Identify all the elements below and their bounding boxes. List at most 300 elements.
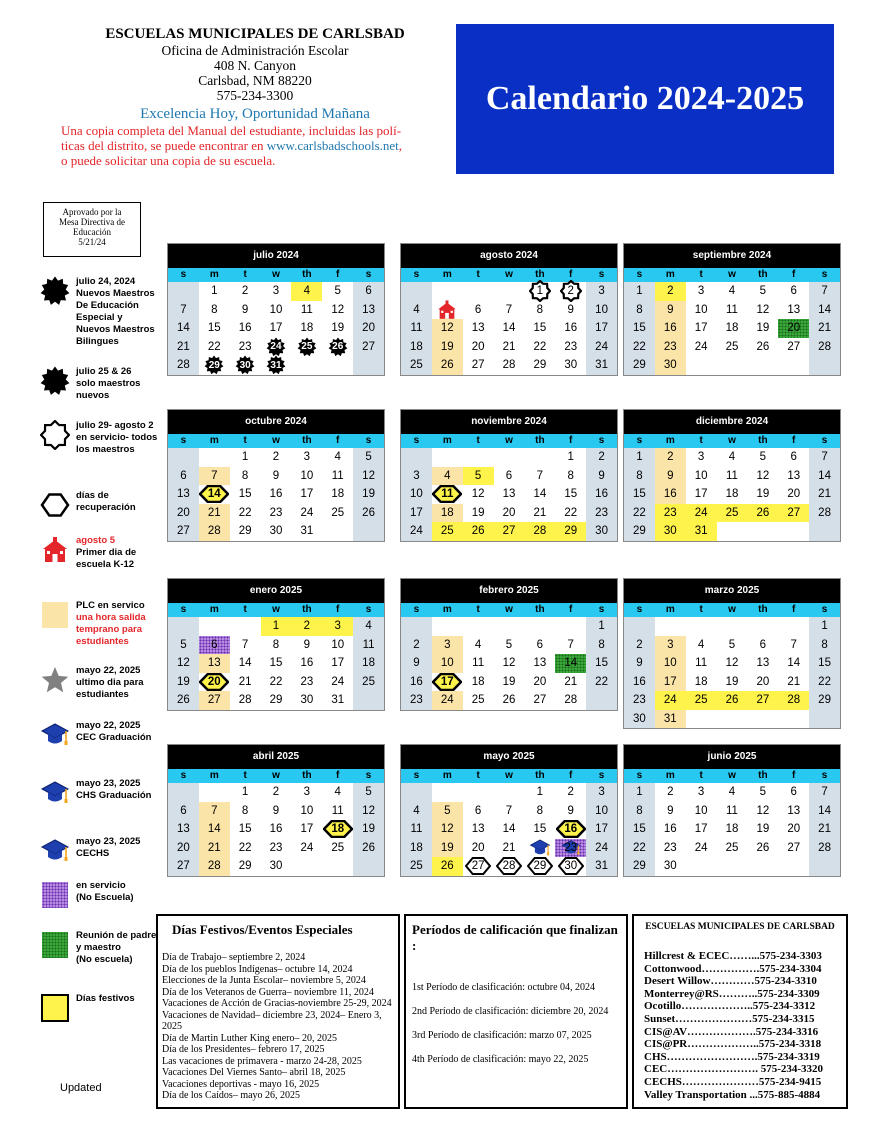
empty-cell bbox=[655, 617, 686, 636]
day-cell bbox=[494, 301, 525, 320]
weekday-label: s bbox=[365, 435, 372, 446]
day-cell bbox=[809, 820, 840, 839]
empty-cell bbox=[717, 617, 748, 636]
month-calendar bbox=[167, 744, 385, 877]
weekday-label: m bbox=[209, 269, 219, 280]
day-cell bbox=[168, 673, 199, 692]
day-cell bbox=[322, 617, 353, 636]
month-title: febrero 2025 bbox=[401, 579, 617, 603]
day-number: 24 bbox=[694, 506, 708, 519]
day-number: 11 bbox=[362, 638, 375, 651]
day-cell bbox=[624, 783, 655, 802]
day-cell bbox=[747, 504, 778, 523]
day-cell bbox=[291, 504, 322, 523]
day-cell bbox=[555, 783, 586, 802]
weekday-label: t bbox=[476, 604, 480, 615]
day-cell bbox=[809, 617, 840, 636]
day-number: 30 bbox=[564, 359, 578, 372]
day-number: 17 bbox=[595, 823, 608, 836]
day-number: 27 bbox=[502, 525, 516, 538]
day-cell bbox=[717, 636, 748, 655]
day-cell bbox=[199, 282, 230, 301]
day-number: 9 bbox=[667, 804, 674, 817]
empty-cell bbox=[494, 783, 525, 802]
weekday-header bbox=[624, 603, 840, 617]
star-black-icon bbox=[40, 276, 70, 306]
day-number: 23 bbox=[564, 340, 578, 353]
day-cell bbox=[778, 485, 809, 504]
day-cell bbox=[168, 338, 199, 357]
day-number: 16 bbox=[269, 488, 283, 501]
day-number: 5 bbox=[759, 285, 767, 298]
day-cell bbox=[401, 802, 432, 821]
day-number: 14 bbox=[502, 823, 516, 836]
day-number: 3 bbox=[272, 285, 280, 298]
day-cell bbox=[586, 356, 617, 375]
day-number: 23 bbox=[663, 340, 677, 353]
day-number: 26 bbox=[756, 506, 770, 519]
day-cell bbox=[291, 467, 322, 486]
day-cell bbox=[401, 636, 432, 655]
day-cell bbox=[555, 691, 586, 710]
day-number: 21 bbox=[818, 488, 831, 501]
day-number: 3 bbox=[303, 451, 311, 464]
day-cell bbox=[432, 691, 463, 710]
day-number: 22 bbox=[633, 340, 646, 353]
day-cell bbox=[655, 820, 686, 839]
day-cell bbox=[624, 802, 655, 821]
day-cell bbox=[291, 691, 322, 710]
day-cell bbox=[291, 448, 322, 467]
day-cell bbox=[230, 857, 261, 876]
holiday-item: Día de los Caídos– mayo 26, 2025 bbox=[162, 1090, 301, 1101]
day-number: 2 bbox=[272, 451, 280, 464]
day-number: 18 bbox=[725, 322, 739, 335]
day-number: 8 bbox=[272, 638, 280, 651]
empty-cell bbox=[555, 617, 586, 636]
day-number: 5 bbox=[365, 786, 372, 799]
weekday-label: t bbox=[476, 435, 480, 446]
day-number: 2 bbox=[667, 786, 674, 799]
day-number: 3 bbox=[413, 469, 420, 482]
weekday-label: s bbox=[180, 770, 187, 781]
empty-cell bbox=[747, 710, 778, 729]
day-number: 27 bbox=[177, 525, 190, 538]
weekday-label: t bbox=[243, 770, 247, 781]
holiday-item: Día de los Presidentes– febrero 17, 2025 bbox=[162, 1044, 325, 1055]
day-number: 26 bbox=[362, 841, 375, 854]
day-cell bbox=[261, 319, 292, 338]
day-number: 26 bbox=[502, 694, 516, 707]
day-cell bbox=[168, 802, 199, 821]
day-cell bbox=[494, 636, 525, 655]
grading-list bbox=[412, 982, 620, 1065]
day-number: 18 bbox=[471, 675, 485, 688]
school-item: CECHS…………………575-234-9415 bbox=[644, 1075, 822, 1088]
day-number: 1 bbox=[636, 451, 643, 464]
day-cell bbox=[291, 522, 322, 541]
day-number: 6 bbox=[180, 469, 187, 482]
day-number: 31 bbox=[300, 525, 314, 538]
day-number: 5 bbox=[759, 451, 767, 464]
empty-cell bbox=[747, 522, 778, 541]
weekday-label: f bbox=[792, 269, 796, 280]
day-number: 7 bbox=[505, 804, 513, 817]
day-cell bbox=[655, 710, 686, 729]
day-number: 23 bbox=[269, 506, 283, 519]
day-number: 16 bbox=[564, 823, 578, 836]
empty-cell bbox=[199, 448, 230, 467]
day-number: 16 bbox=[663, 488, 677, 501]
day-cell bbox=[555, 485, 586, 504]
weekday-header bbox=[168, 268, 384, 282]
day-cell bbox=[778, 802, 809, 821]
day-cell bbox=[230, 691, 261, 710]
day-cell bbox=[586, 839, 617, 858]
day-number: 27 bbox=[177, 860, 190, 873]
day-cell bbox=[401, 839, 432, 858]
day-cell bbox=[555, 857, 586, 876]
day-number: 13 bbox=[471, 823, 485, 836]
day-number: 5 bbox=[728, 638, 736, 651]
day-number: 4 bbox=[334, 451, 341, 464]
day-cell bbox=[686, 783, 717, 802]
day-number: 16 bbox=[633, 675, 646, 688]
day-cell bbox=[401, 356, 432, 375]
day-number: 8 bbox=[636, 303, 643, 316]
day-number: 1 bbox=[636, 786, 643, 799]
day-cell bbox=[586, 467, 617, 486]
empty-cell bbox=[230, 617, 261, 636]
day-cell bbox=[230, 301, 261, 320]
weekday-header bbox=[401, 434, 617, 448]
weekday-label: th bbox=[758, 770, 768, 781]
day-cell bbox=[432, 654, 463, 673]
empty-cell bbox=[432, 282, 463, 301]
day-cell bbox=[524, 522, 555, 541]
day-number: 7 bbox=[567, 638, 574, 651]
day-number: 11 bbox=[726, 469, 738, 482]
day-cell bbox=[524, 802, 555, 821]
day-cell bbox=[291, 338, 322, 357]
day-cell bbox=[778, 448, 809, 467]
day-number: 20 bbox=[177, 506, 190, 519]
day-number: 22 bbox=[533, 340, 547, 353]
day-number: 14 bbox=[818, 469, 831, 482]
day-number: 16 bbox=[595, 488, 608, 501]
day-cell bbox=[432, 857, 463, 876]
empty-cell bbox=[686, 617, 717, 636]
day-number: 13 bbox=[207, 657, 221, 670]
weekday-label: s bbox=[636, 604, 643, 615]
day-number: 4 bbox=[365, 620, 372, 633]
day-cell bbox=[809, 783, 840, 802]
day-cell bbox=[432, 504, 463, 523]
school-item: Cottonwood…………….575-234-3304 bbox=[644, 962, 822, 975]
weekday-label: s bbox=[180, 269, 187, 280]
weekday-label: s bbox=[180, 435, 187, 446]
day-cell bbox=[524, 282, 555, 301]
day-number: 22 bbox=[818, 675, 831, 688]
weekday-label: w bbox=[728, 604, 736, 615]
day-number: 22 bbox=[595, 675, 608, 688]
day-number: 10 bbox=[300, 469, 314, 482]
day-cell bbox=[432, 673, 463, 692]
day-cell bbox=[686, 636, 717, 655]
calendar-banner: Calendario 2024-2025 bbox=[456, 24, 834, 174]
day-number: 23 bbox=[300, 675, 314, 688]
day-cell bbox=[778, 467, 809, 486]
day-number: 10 bbox=[269, 303, 283, 316]
day-number: 8 bbox=[241, 804, 249, 817]
day-cell bbox=[624, 282, 655, 301]
day-cell bbox=[778, 338, 809, 357]
day-cell bbox=[230, 636, 261, 655]
day-cell bbox=[778, 301, 809, 320]
day-number: 16 bbox=[663, 823, 677, 836]
weekday-label: w bbox=[272, 269, 280, 280]
day-number: 18 bbox=[725, 488, 739, 501]
day-number: 12 bbox=[756, 469, 770, 482]
day-cell bbox=[624, 636, 655, 655]
school-item: Valley Transportation ...575-885-4884 bbox=[644, 1088, 821, 1101]
weekday-label: s bbox=[365, 770, 372, 781]
day-number: 10 bbox=[595, 303, 608, 316]
day-cell bbox=[655, 319, 686, 338]
day-number: 28 bbox=[177, 359, 190, 372]
weekday-label: s bbox=[598, 770, 605, 781]
day-cell bbox=[586, 783, 617, 802]
day-cell bbox=[494, 839, 525, 858]
day-number: 2 bbox=[303, 620, 311, 633]
day-cell bbox=[353, 319, 384, 338]
day-cell bbox=[717, 673, 748, 692]
motto: Excelencia Hoy, Oportunidad Mañana bbox=[140, 106, 370, 122]
day-cell bbox=[463, 485, 494, 504]
day-cell bbox=[524, 319, 555, 338]
day-number: 9 bbox=[598, 469, 605, 482]
day-number: 23 bbox=[663, 841, 677, 854]
weekday-header bbox=[624, 268, 840, 282]
day-number: 29 bbox=[564, 525, 578, 538]
day-cell bbox=[230, 282, 261, 301]
day-number: 29 bbox=[818, 694, 831, 707]
day-number: 23 bbox=[633, 694, 646, 707]
weekday-label: t bbox=[699, 435, 703, 446]
day-cell bbox=[717, 802, 748, 821]
day-number: 1 bbox=[567, 451, 574, 464]
weekday-label: s bbox=[636, 770, 643, 781]
day-number: 3 bbox=[303, 786, 311, 799]
day-cell bbox=[555, 448, 586, 467]
day-cell bbox=[432, 485, 463, 504]
day-number: 2 bbox=[667, 285, 674, 298]
day-cell bbox=[747, 301, 778, 320]
day-number: 21 bbox=[207, 841, 221, 854]
day-number: 26 bbox=[756, 841, 770, 854]
empty-cell bbox=[778, 617, 809, 636]
weekday-label: t bbox=[243, 269, 247, 280]
day-cell bbox=[432, 636, 463, 655]
day-cell bbox=[524, 783, 555, 802]
day-number: 1 bbox=[598, 620, 605, 633]
month-title: marzo 2025 bbox=[624, 579, 840, 603]
day-cell bbox=[809, 338, 840, 357]
empty-cell bbox=[686, 356, 717, 375]
day-cell bbox=[686, 691, 717, 710]
day-cell bbox=[624, 654, 655, 673]
day-cell bbox=[586, 857, 617, 876]
day-number: 10 bbox=[595, 804, 608, 817]
weekday-label: s bbox=[413, 604, 420, 615]
day-cell bbox=[686, 319, 717, 338]
day-cell bbox=[230, 522, 261, 541]
schools-list bbox=[644, 950, 836, 1101]
empty-cell bbox=[463, 282, 494, 301]
day-number: 19 bbox=[756, 488, 770, 501]
day-cell bbox=[353, 839, 384, 858]
day-number: 26 bbox=[756, 340, 770, 353]
day-cell bbox=[778, 654, 809, 673]
weekday-label: th bbox=[302, 604, 312, 615]
day-cell bbox=[524, 504, 555, 523]
weekday-label: t bbox=[699, 770, 703, 781]
day-cell bbox=[555, 802, 586, 821]
day-cell bbox=[199, 654, 230, 673]
day-cell bbox=[717, 485, 748, 504]
day-cell bbox=[261, 857, 292, 876]
day-cell bbox=[747, 338, 778, 357]
day-number: 20 bbox=[362, 322, 375, 335]
day-number: 24 bbox=[595, 340, 608, 353]
day-cell bbox=[463, 356, 494, 375]
weekday-label: th bbox=[535, 269, 545, 280]
day-cell bbox=[230, 504, 261, 523]
day-cell bbox=[168, 522, 199, 541]
day-cell bbox=[624, 301, 655, 320]
updated-label: Updated bbox=[60, 1082, 102, 1094]
day-number: 26 bbox=[440, 359, 454, 372]
day-cell bbox=[655, 282, 686, 301]
day-cell bbox=[432, 802, 463, 821]
green-box-icon bbox=[40, 930, 70, 960]
weekday-label: th bbox=[758, 435, 768, 446]
day-number: 15 bbox=[207, 322, 221, 335]
weekday-label: s bbox=[821, 604, 828, 615]
empty-cell bbox=[168, 448, 199, 467]
day-cell bbox=[717, 839, 748, 858]
grad-cap-icon bbox=[40, 720, 70, 750]
weekday-label: m bbox=[665, 770, 675, 781]
school-item: Hillcrest & ECEC……...575-234-3303 bbox=[644, 950, 822, 962]
day-cell bbox=[230, 448, 261, 467]
day-number: 2 bbox=[272, 786, 280, 799]
day-number: 14 bbox=[177, 322, 190, 335]
weekday-label: w bbox=[505, 435, 513, 446]
day-cell bbox=[524, 338, 555, 357]
day-number: 21 bbox=[207, 506, 221, 519]
day-cell bbox=[261, 691, 292, 710]
weekday-header bbox=[624, 434, 840, 448]
day-cell bbox=[463, 802, 494, 821]
school-icon bbox=[40, 535, 70, 565]
day-number: 9 bbox=[303, 638, 311, 651]
day-number: 1 bbox=[241, 786, 249, 799]
day-cell bbox=[401, 467, 432, 486]
day-number: 15 bbox=[633, 488, 646, 501]
day-number: 30 bbox=[269, 860, 283, 873]
day-number: 1 bbox=[536, 285, 544, 298]
day-number: 6 bbox=[759, 638, 767, 651]
day-number: 24 bbox=[595, 841, 608, 854]
day-number: 11 bbox=[410, 823, 423, 836]
day-cell bbox=[291, 673, 322, 692]
day-number: 23 bbox=[595, 506, 608, 519]
day-cell bbox=[778, 504, 809, 523]
day-number: 2 bbox=[598, 451, 605, 464]
day-cell bbox=[655, 504, 686, 523]
day-number: 6 bbox=[790, 451, 797, 464]
day-cell bbox=[747, 485, 778, 504]
day-number: 16 bbox=[564, 322, 578, 335]
empty-cell bbox=[168, 617, 199, 636]
empty-cell bbox=[353, 522, 384, 541]
weekday-header bbox=[624, 769, 840, 783]
day-cell bbox=[686, 448, 717, 467]
day-number: 12 bbox=[440, 322, 454, 335]
day-number: 19 bbox=[756, 322, 770, 335]
day-cell bbox=[809, 691, 840, 710]
day-number: 22 bbox=[633, 841, 646, 854]
day-cell bbox=[524, 301, 555, 320]
day-cell bbox=[230, 673, 261, 692]
weekday-label: s bbox=[413, 770, 420, 781]
day-cell bbox=[555, 654, 586, 673]
day-number: 31 bbox=[331, 694, 345, 707]
day-number: 29 bbox=[633, 525, 646, 538]
day-number: 21 bbox=[238, 675, 252, 688]
day-number: 5 bbox=[444, 804, 451, 817]
day-cell bbox=[463, 673, 494, 692]
day-cell bbox=[686, 282, 717, 301]
empty-cell bbox=[353, 857, 384, 876]
day-number: 9 bbox=[667, 303, 674, 316]
website-link[interactable]: www.carlsbadschools.net bbox=[266, 138, 399, 153]
day-cell bbox=[555, 504, 586, 523]
day-number: 17 bbox=[440, 675, 454, 688]
weekday-label: s bbox=[598, 604, 605, 615]
day-number: 2 bbox=[636, 638, 643, 651]
day-number: 18 bbox=[410, 841, 423, 854]
day-cell bbox=[624, 319, 655, 338]
day-cell bbox=[655, 857, 686, 876]
day-cell bbox=[809, 319, 840, 338]
day-number: 31 bbox=[663, 712, 677, 725]
day-number: 5 bbox=[180, 638, 187, 651]
month-title: julio 2024 bbox=[168, 244, 384, 268]
day-number: 28 bbox=[818, 340, 831, 353]
day-number: 19 bbox=[177, 675, 190, 688]
day-cell bbox=[809, 301, 840, 320]
day-number: 6 bbox=[790, 786, 797, 799]
weekday-label: w bbox=[272, 435, 280, 446]
day-number: 16 bbox=[269, 823, 283, 836]
day-number: 25 bbox=[725, 506, 739, 519]
weekday-label: m bbox=[209, 770, 219, 781]
month-calendar bbox=[623, 578, 841, 729]
day-cell bbox=[291, 319, 322, 338]
empty-cell bbox=[463, 783, 494, 802]
